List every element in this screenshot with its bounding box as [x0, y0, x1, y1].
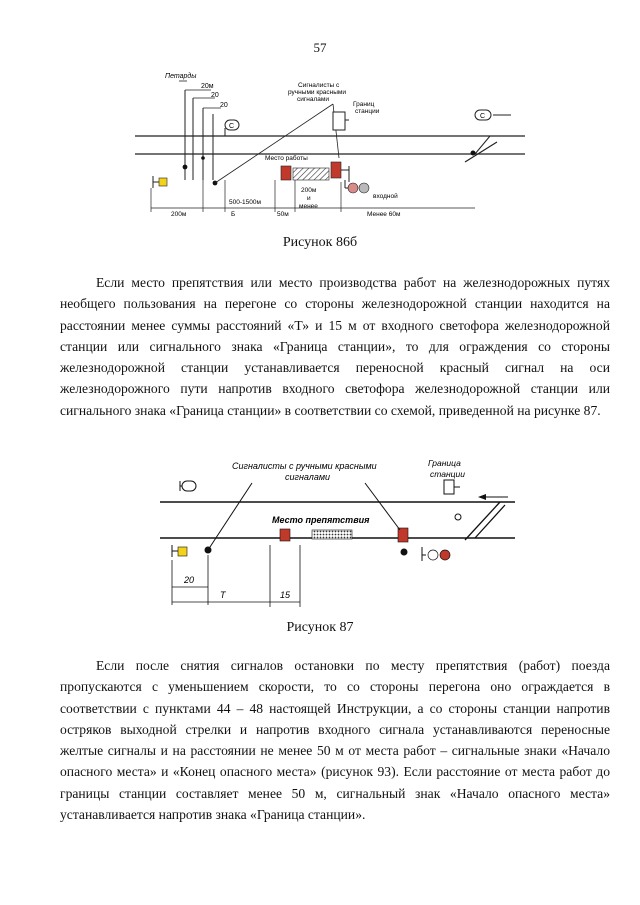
label-boundary-2: станции	[355, 108, 380, 115]
figure-87-diagram	[160, 455, 520, 615]
fig87-dim-t: Т	[220, 590, 226, 600]
fig87-signalists-2: сигналами	[285, 472, 331, 482]
gap-label-2: и	[307, 195, 311, 202]
paragraph-1: Если место препятствия или место производства работ на железнодорожных путях необщего пользования на перегоне со стороны железнодорожной станции находится на расстоянии менее суммы расстояний «Т» и 15 м от входного светофора железнодорожной станции или сигнального знака «Граница станции», то для ограждения со стороны железнодорожной станции устанавливается переносной красный сигнал на оси железнодорожного пути напротив входного светофора железнодорожной станции или сигнального знака «Граница станции» в соответствии со схемой, приведенной на рисунке 87.	[60, 275, 610, 418]
gap-label-1: 200м	[301, 187, 317, 194]
station-boundary-sign	[333, 112, 345, 130]
fig87-obstacle-label: Место препятствия	[272, 515, 370, 525]
dim-200m: 200м	[171, 211, 187, 218]
label-petardy: Петарды	[165, 73, 197, 80]
figure-86b-diagram	[135, 70, 525, 230]
red-signal-left	[281, 166, 291, 180]
dim-b: Б	[231, 211, 236, 218]
fig87-dim-15: 15	[280, 590, 291, 600]
paragraph-2: Если после снятия сигналов остановки по месту препятствия (работ) поезда пропускаются с уменьшением скорости, то со стороны перегона оно ограждается в соответствии с пунктами 44 – 48 настоящей Инструкции, а со стороны станции напротив остряков выходной стрелки и напротив входного сигнала устанавливаются переносные желтые сигналы и на расстоянии не менее 50 м от места работ – сигнальные знаки «Начало опасного места» и «Конец опасного места» (рисунок 93). Если расстояние от места работ до границы станции составляет менее 50 м, сигнальный знак «Начало опасного места» устанавливается напротив знака «Граница станции».	[60, 658, 610, 823]
fig87-entry-light-2	[440, 550, 450, 560]
fig87-boundary-sign	[444, 480, 454, 494]
label-signalists-2: ручными красными	[288, 89, 347, 96]
figure-87-caption: Рисунок 87	[286, 620, 354, 635]
dim-less-60: Менее 60м	[367, 211, 401, 218]
fig87-boundary-1: Граница	[428, 458, 461, 468]
label-signalists-1: Сигналисты с	[298, 82, 340, 89]
label-20m: 20м	[201, 83, 214, 90]
label-20a: 20	[211, 92, 219, 99]
label-work-place: Место работы	[265, 155, 308, 162]
label-signalists-3: сигналами	[297, 96, 329, 103]
sign-s-left: С	[229, 123, 235, 130]
fig87-obstacle-area	[312, 530, 352, 539]
fig87-yellow-signal	[178, 547, 187, 556]
label-20b: 20	[220, 102, 228, 109]
yellow-signal	[159, 178, 167, 186]
fig87-signalists-1: Сигналисты с ручными красными	[232, 461, 377, 471]
entry-signal-light-1	[348, 183, 358, 193]
label-boundary-1: Границ	[353, 101, 375, 108]
page-number: 57	[313, 40, 327, 55]
sign-s-right: С	[480, 113, 486, 120]
fig87-entry-light-1	[428, 550, 438, 560]
dim-range: 500-1500м	[229, 199, 261, 206]
gap-label-3: менее	[299, 203, 318, 210]
entry-signal-light-2	[359, 183, 369, 193]
work-area-hatch	[293, 168, 329, 180]
red-signal-right	[331, 162, 341, 178]
fig87-dim-20: 20	[184, 575, 195, 585]
label-entry: входной	[373, 193, 398, 200]
fig87-boundary-2: станции	[430, 469, 465, 479]
figure-86b-caption: Рисунок 86б	[282, 235, 358, 250]
dim-50m: 50м	[277, 211, 289, 218]
fig87-red-signal-left	[280, 529, 290, 541]
